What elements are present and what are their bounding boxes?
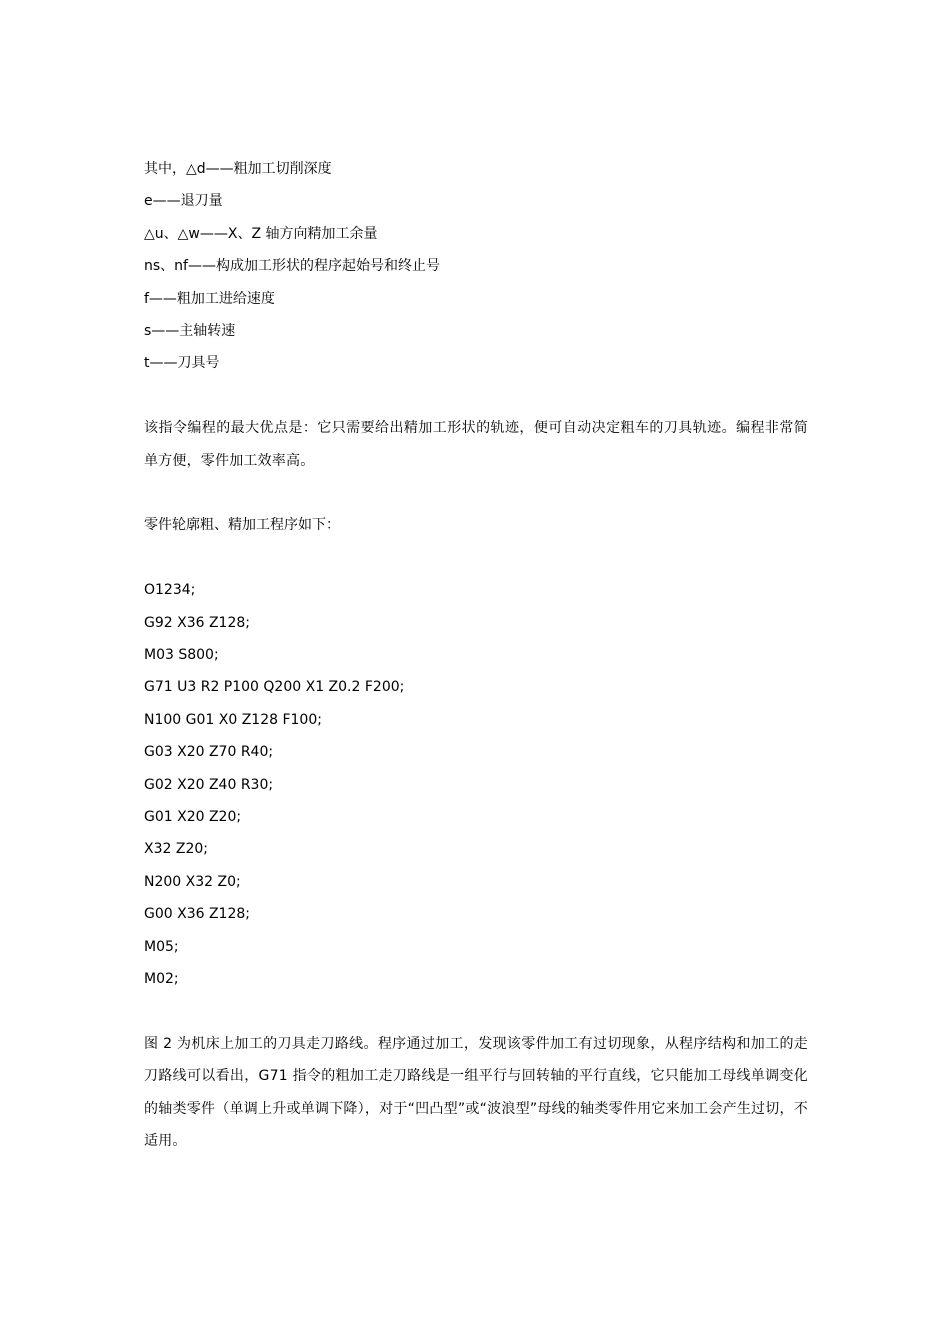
program-line: G01 X20 Z20; (144, 809, 242, 826)
conclusion-paragraph: 图 2 为机床上加工的刀具走刀路线。程序通过加工，发现该零件加工有过切现象，从程序结构和加工的走刀路线可以看出，G71 指令的粗加工走刀路线是一组平行与回转轴的平行直线，它只能加工母线单调变化的轴类零件（单调上升或单调下降），对于“凹凸型”或“波浪型”母线的轴类零件用它来加工会产生过切，不适用。 (144, 1035, 808, 1150)
program-line: G00 X36 Z128; (144, 906, 250, 923)
program-line: G02 X20 Z40 R30; (144, 776, 274, 793)
program-line: X32 Z20; (144, 841, 208, 858)
program-line: G71 U3 R2 P100 Q200 X1 Z0.2 F200; (144, 679, 405, 696)
spacer (144, 542, 808, 574)
program-line: O1234; (144, 582, 196, 599)
program-line: N200 X32 Z0; (144, 873, 241, 890)
spacer (144, 477, 808, 509)
program-line: M02; (144, 971, 179, 988)
definition-delta-d: 其中，△d——粗加工切削深度 (144, 161, 332, 177)
definition-ns-nf: ns、nf——构成加工形状的程序起始号和终止号 (144, 258, 440, 275)
spacer (144, 996, 808, 1028)
definition-s: s——主轴转速 (144, 323, 236, 340)
definition-delta-u-w: △u、△w——X、Z 轴方向精加工余量 (144, 225, 378, 242)
definition-e: e——退刀量 (144, 193, 223, 210)
program-line: M03 S800; (144, 647, 219, 664)
document-page (144, 153, 808, 1158)
definitions-list (144, 153, 808, 380)
definition-f: f——粗加工进给速度 (144, 290, 275, 307)
program-listing (144, 574, 808, 995)
advantage-paragraph: 该指令编程的最大优点是：它只需要给出精加工形状的轨迹，便可自动决定粗车的刀具轨迹。编程非常简单方便，零件加工效率高。 (144, 420, 808, 469)
program-intro: 零件轮廓粗、精加工程序如下： (144, 517, 340, 534)
definition-t: t——刀具号 (144, 355, 220, 372)
program-line: G03 X20 Z70 R40; (144, 744, 274, 761)
program-line: G92 X36 Z128; (144, 614, 250, 631)
program-line: M05; (144, 938, 179, 955)
spacer (144, 380, 808, 412)
program-line: N100 G01 X0 Z128 F100; (144, 711, 322, 728)
